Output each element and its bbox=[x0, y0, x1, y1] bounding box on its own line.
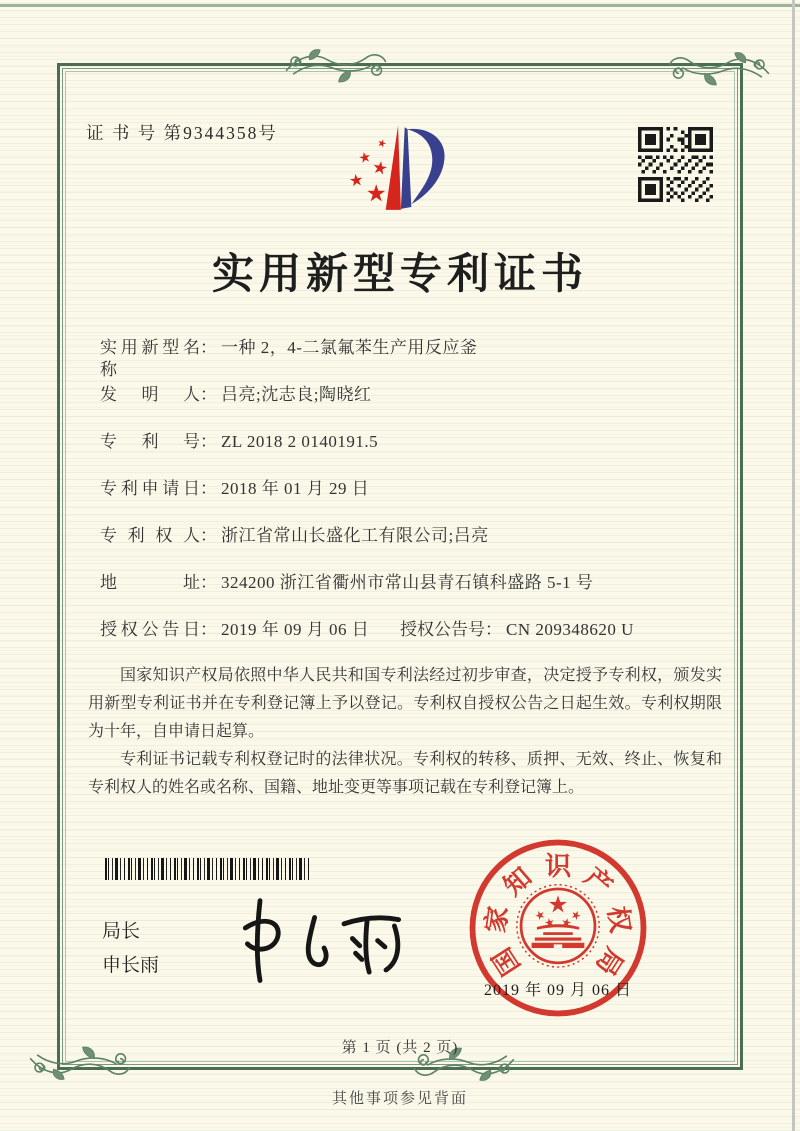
field-colon: ： bbox=[200, 338, 217, 357]
field-colon: ： bbox=[200, 620, 217, 639]
field-label: 授权公告号 bbox=[400, 620, 485, 639]
field-row-filing-date bbox=[100, 478, 725, 525]
legal-paragraph-1: 国家知识产权局依照中华人民共和国专利法经过初步审查，决定授予专利权，颁发实用新型专利证书并在专利登记簿上予以登记。专利权自授权公告之日起生效。专利权期限为十年，自申请日起算。 bbox=[88, 667, 722, 740]
legal-paragraph-2: 专利证书记载专利权登记时的法律状况。专利权的转移、质押、无效、终止、恢复和专利权人的姓名或名称、国籍、地址变更等事项记载在专利登记簿上。 bbox=[88, 751, 722, 796]
seal-char: 知 bbox=[497, 861, 538, 902]
cnipa-logo-icon bbox=[336, 114, 462, 226]
field-row-patentee bbox=[100, 525, 725, 572]
field-value: 浙江省常山长盛化工有限公司;吕亮 bbox=[221, 526, 489, 545]
field-colon: ： bbox=[200, 479, 217, 498]
field-colon: ： bbox=[485, 620, 502, 639]
barcode-icon bbox=[105, 858, 310, 880]
seal-char: 权 bbox=[602, 904, 636, 935]
field-label: 专利申请日 bbox=[100, 479, 200, 498]
field-row-name bbox=[100, 337, 725, 384]
field-row-patent-number bbox=[100, 431, 725, 478]
field-colon: ： bbox=[200, 526, 217, 545]
director-block bbox=[102, 915, 159, 983]
seal-char: 产 bbox=[578, 861, 619, 902]
field-value: 吕亮;沈志良;陶晓红 bbox=[221, 385, 372, 404]
field-value: 324200 浙江省衢州市常山县青石镇科盛路 5-1 号 bbox=[221, 573, 594, 592]
seal-char: 国 bbox=[486, 942, 526, 981]
field-colon: ： bbox=[200, 432, 217, 451]
certificate-fields bbox=[100, 337, 725, 666]
field-label: 发明人 bbox=[100, 385, 200, 404]
field-label: 授权公告日 bbox=[100, 620, 200, 639]
director-name: 申长雨 bbox=[102, 955, 160, 976]
national-emblem-icon bbox=[517, 885, 599, 967]
field-colon: ： bbox=[200, 573, 217, 592]
paper-top-edge bbox=[0, 4, 800, 7]
field-row-address bbox=[100, 572, 725, 619]
border-ornament-top-right-icon bbox=[666, 40, 772, 96]
field-row-grant-date bbox=[100, 619, 725, 666]
field-value: ZL 2018 2 0140191.5 bbox=[221, 432, 379, 451]
field-value: 一种 2，4-二氯氟苯生产用反应釜 bbox=[221, 338, 478, 357]
field-grant-number bbox=[400, 619, 634, 641]
back-side-note: 其他事项参见背面 bbox=[331, 1091, 468, 1107]
certificate-title: 实用新型专利证书 bbox=[211, 252, 588, 298]
seal-char: 家 bbox=[480, 904, 514, 935]
border-ornament-top-icon bbox=[283, 37, 389, 93]
field-value: CN 209348620 U bbox=[506, 620, 634, 639]
page-number: 第 1 页 (共 2 页) bbox=[341, 1040, 459, 1056]
certificate-number: 证 书 号 第9344358号 bbox=[86, 123, 278, 143]
field-colon: ： bbox=[200, 385, 217, 404]
director-signature-icon bbox=[218, 886, 428, 991]
field-value: 2018 年 01 月 29 日 bbox=[221, 479, 370, 498]
field-label: 专利号 bbox=[100, 432, 200, 451]
field-label: 实用新型名称 bbox=[100, 338, 200, 379]
field-label: 专利权人 bbox=[100, 526, 200, 545]
field-label: 地址 bbox=[100, 573, 200, 592]
seal-date: 2019 年 09 月 06 日 bbox=[483, 982, 632, 999]
director-title: 局长 bbox=[102, 921, 141, 942]
qr-code-icon bbox=[638, 127, 713, 202]
legal-paragraphs bbox=[88, 662, 722, 802]
field-value: 2019 年 09 月 06 日 bbox=[221, 620, 370, 639]
field-row-inventors bbox=[100, 384, 725, 431]
scanner-edge-shadow bbox=[792, 0, 795, 1131]
seal-char: 识 bbox=[544, 851, 572, 882]
seal-char: 局 bbox=[590, 942, 630, 981]
